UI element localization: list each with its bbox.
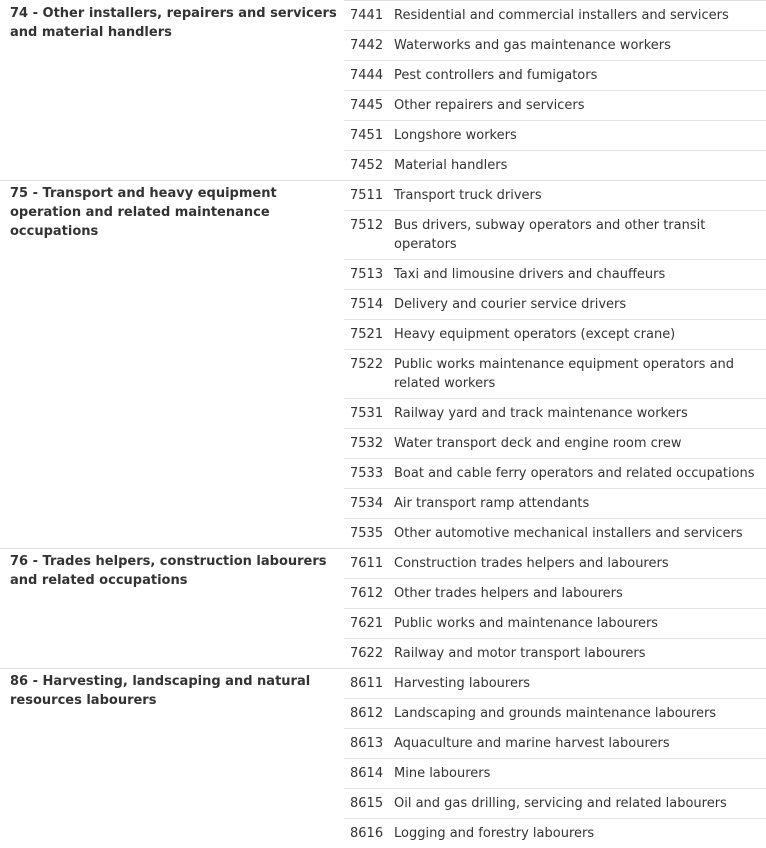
- occupation-code: 7512: [344, 211, 394, 260]
- occupation-code: 7622: [344, 639, 394, 669]
- occupation-code: 7522: [344, 350, 394, 399]
- occupation-title: Bus drivers, subway operators and other transit operators: [394, 211, 766, 260]
- table-row: [0, 181, 766, 211]
- occupation-code: 7534: [344, 489, 394, 519]
- occupation-code: 7444: [344, 61, 394, 91]
- group-label: 75 - Transport and heavy equipment operation and related maintenance occupations: [0, 181, 344, 549]
- occupation-code: 7451: [344, 121, 394, 151]
- occupation-title: Other trades helpers and labourers: [394, 579, 766, 609]
- occupation-title: Oil and gas drilling, servicing and related labourers: [394, 789, 766, 819]
- occupation-code: 8616: [344, 819, 394, 848]
- occupation-title: Railway yard and track maintenance workers: [394, 399, 766, 429]
- occupation-title: Other repairers and servicers: [394, 91, 766, 121]
- occupation-code: 7511: [344, 181, 394, 211]
- occupation-title: Harvesting labourers: [394, 669, 766, 699]
- occupation-title: Air transport ramp attendants: [394, 489, 766, 519]
- occupation-code: 7513: [344, 260, 394, 290]
- occupation-title: Logging and forestry labourers: [394, 819, 766, 848]
- occupation-code: 7531: [344, 399, 394, 429]
- occupation-title: Residential and commercial installers and servicers: [394, 1, 766, 31]
- group-label: 86 - Harvesting, landscaping and natural resources labourers: [0, 669, 344, 848]
- occupation-code: 7521: [344, 320, 394, 350]
- occupation-title: Water transport deck and engine room crew: [394, 429, 766, 459]
- occupation-code: 8615: [344, 789, 394, 819]
- occupation-code: 7445: [344, 91, 394, 121]
- occupation-title: Aquaculture and marine harvest labourers: [394, 729, 766, 759]
- occupation-code: 7621: [344, 609, 394, 639]
- occupation-code: 7442: [344, 31, 394, 61]
- occupation-code: 8611: [344, 669, 394, 699]
- occupation-title: Taxi and limousine drivers and chauffeurs: [394, 260, 766, 290]
- occupation-code: 7452: [344, 151, 394, 181]
- table-row: [0, 1, 766, 31]
- occupation-code: 8612: [344, 699, 394, 729]
- occupation-code: 8614: [344, 759, 394, 789]
- table-row: [0, 549, 766, 579]
- occupation-title: Other automotive mechanical installers and servicers: [394, 519, 766, 549]
- occupation-table-body: [0, 1, 766, 848]
- occupation-code: 7533: [344, 459, 394, 489]
- group-label: 74 - Other installers, repairers and servicers and material handlers: [0, 1, 344, 181]
- occupation-title: Transport truck drivers: [394, 181, 766, 211]
- occupation-title: Public works and maintenance labourers: [394, 609, 766, 639]
- occupation-title: Boat and cable ferry operators and related occupations: [394, 459, 766, 489]
- occupation-code: 7612: [344, 579, 394, 609]
- occupation-title: Landscaping and grounds maintenance labourers: [394, 699, 766, 729]
- table-row: [0, 669, 766, 699]
- occupation-title: Material handlers: [394, 151, 766, 181]
- occupation-title: Pest controllers and fumigators: [394, 61, 766, 91]
- occupation-code: 7611: [344, 549, 394, 579]
- occupation-title: Longshore workers: [394, 121, 766, 151]
- group-label: 76 - Trades helpers, construction labourers and related occupations: [0, 549, 344, 669]
- occupation-title: Mine labourers: [394, 759, 766, 789]
- occupation-title: Public works maintenance equipment operators and related workers: [394, 350, 766, 399]
- occupation-code: 7441: [344, 1, 394, 31]
- occupation-code: 8613: [344, 729, 394, 759]
- occupation-title: Railway and motor transport labourers: [394, 639, 766, 669]
- occupation-title: Heavy equipment operators (except crane): [394, 320, 766, 350]
- occupation-title: Construction trades helpers and labourers: [394, 549, 766, 579]
- occupation-title: Delivery and courier service drivers: [394, 290, 766, 320]
- occupation-title: Waterworks and gas maintenance workers: [394, 31, 766, 61]
- occupation-code: 7535: [344, 519, 394, 549]
- occupation-code: 7532: [344, 429, 394, 459]
- occupation-code: 7514: [344, 290, 394, 320]
